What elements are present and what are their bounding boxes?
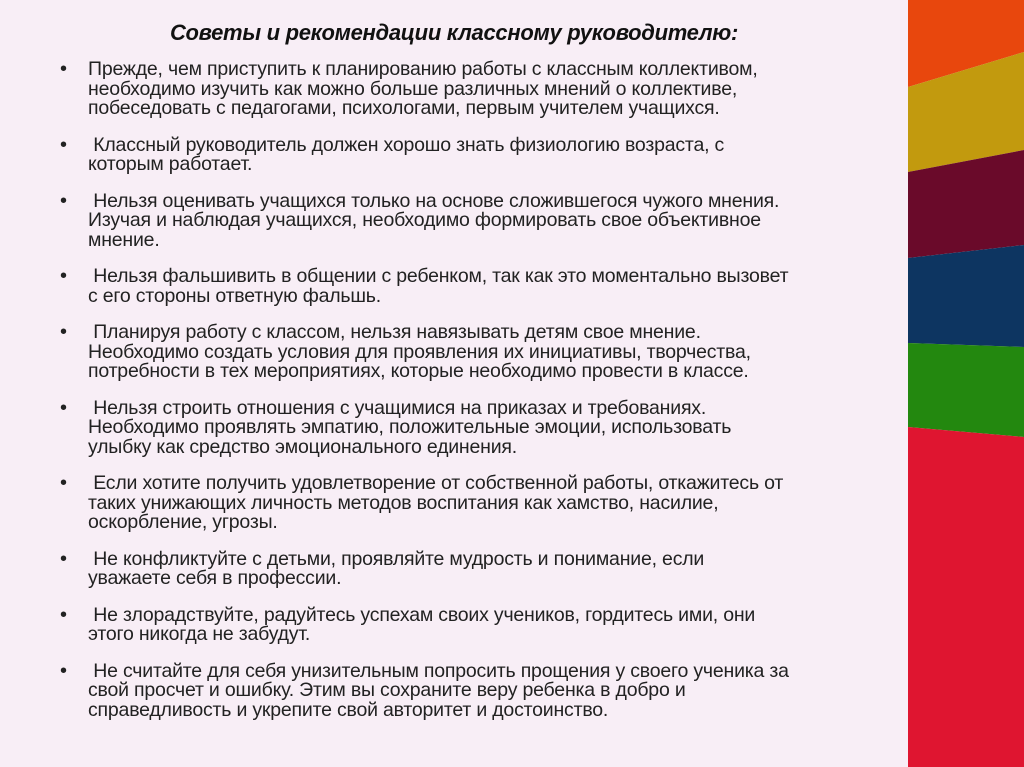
list-item-text: Прежде, чем приступить к планированию работы с классным коллективом, (88, 58, 758, 80)
list-item-text: справедливость и укрепите свой авторитет и достоинство. (88, 698, 609, 721)
stripe-band-green (908, 343, 1024, 437)
list-item-text: с его стороны ответную фальшь. (88, 284, 381, 307)
bullet-icon: • (60, 189, 68, 212)
stripe-band-red (908, 427, 1024, 767)
list-item-text: которым работает. (88, 153, 253, 175)
bullet-icon: • (60, 472, 68, 494)
list-item-text: Не конфликтуйте с детьми, проявляйте мудрость и понимание, если (88, 547, 705, 570)
list-item-text: Не считайте для себя унизительным попросить прощения у своего ученика за (88, 659, 789, 682)
list-item-text: свой просчет и ошибку. Этим вы сохраните веру ребенка в добро и (88, 679, 686, 701)
list-item-text: оскорбление, угрозы. (88, 511, 278, 533)
list-item (56, 474, 906, 533)
list-item-text: мнение. (88, 228, 160, 251)
list-item-text: Необходимо проявлять эмпатию, положительные эмоции, использовать (88, 416, 732, 438)
list-item (56, 659, 906, 721)
list-item-text: Классный руководитель должен хорошо знать физиологию возраста, с (88, 133, 725, 156)
list-item-text: Не злорадствуйте, радуйтесь успехам своих учеников, гордитесь ими, они (88, 603, 756, 626)
slide-title: Советы и рекомендации классному руководителю: (169, 20, 739, 45)
list-item-text: Нельзя оценивать учащихся только на основе сложившегося чужого мнения. (88, 189, 780, 212)
list-item-text: потребности в тех мероприятиях, которые необходимо провести в классе. (88, 360, 749, 382)
list-item (56, 323, 906, 382)
list-item-text: Изучая и наблюдая учащихся, необходимо формировать свое объективное (88, 209, 761, 231)
list-item-text: Необходимо создать условия для проявления их инициативы, творчества, (88, 340, 751, 363)
list-item (56, 547, 906, 589)
bullet-icon: • (60, 547, 68, 570)
list-item-text: Нельзя строить отношения с учащимися на приказах и требованиях. (88, 396, 707, 419)
bullet-icon: • (60, 321, 68, 343)
bullet-icon: • (60, 265, 68, 287)
decorative-color-stripe (908, 0, 1024, 767)
list-item-text: Если хотите получить удовлетворение от собственной работы, откажитесь от (88, 472, 784, 494)
stripe-band-blue (908, 245, 1024, 347)
list-item-text: побеседовать с педагогами, психологами, первым учителем учащихся. (88, 97, 720, 119)
recommendations-list (56, 60, 906, 737)
list-item (56, 60, 906, 119)
list-item-text: таких унижающих личность методов воспитания как хамство, насилие, (88, 491, 719, 514)
list-item-text: необходимо изучить как можно больше различных мнений о коллективе, (88, 77, 738, 100)
bullet-icon: • (60, 396, 68, 419)
list-item-text: улыбку как средство эмоционального единения. (88, 435, 517, 458)
bullet-icon: • (60, 659, 68, 682)
bullet-icon: • (60, 603, 68, 626)
bullet-icon: • (60, 58, 68, 80)
list-item (56, 396, 906, 458)
list-item (56, 603, 906, 645)
list-item (56, 133, 906, 175)
list-item-text: Планируя работу с классом, нельзя навязывать детям свое мнение. (88, 321, 701, 343)
list-item (56, 189, 906, 251)
list-item-text: Нельзя фальшивить в общении с ребенком, так как это моментально вызовет (88, 265, 789, 287)
list-item (56, 267, 906, 306)
list-item-text: этого никогда не забудут. (88, 623, 311, 645)
bullet-icon: • (60, 133, 68, 156)
list-item-text: уважаете себя в профессии. (88, 567, 342, 589)
